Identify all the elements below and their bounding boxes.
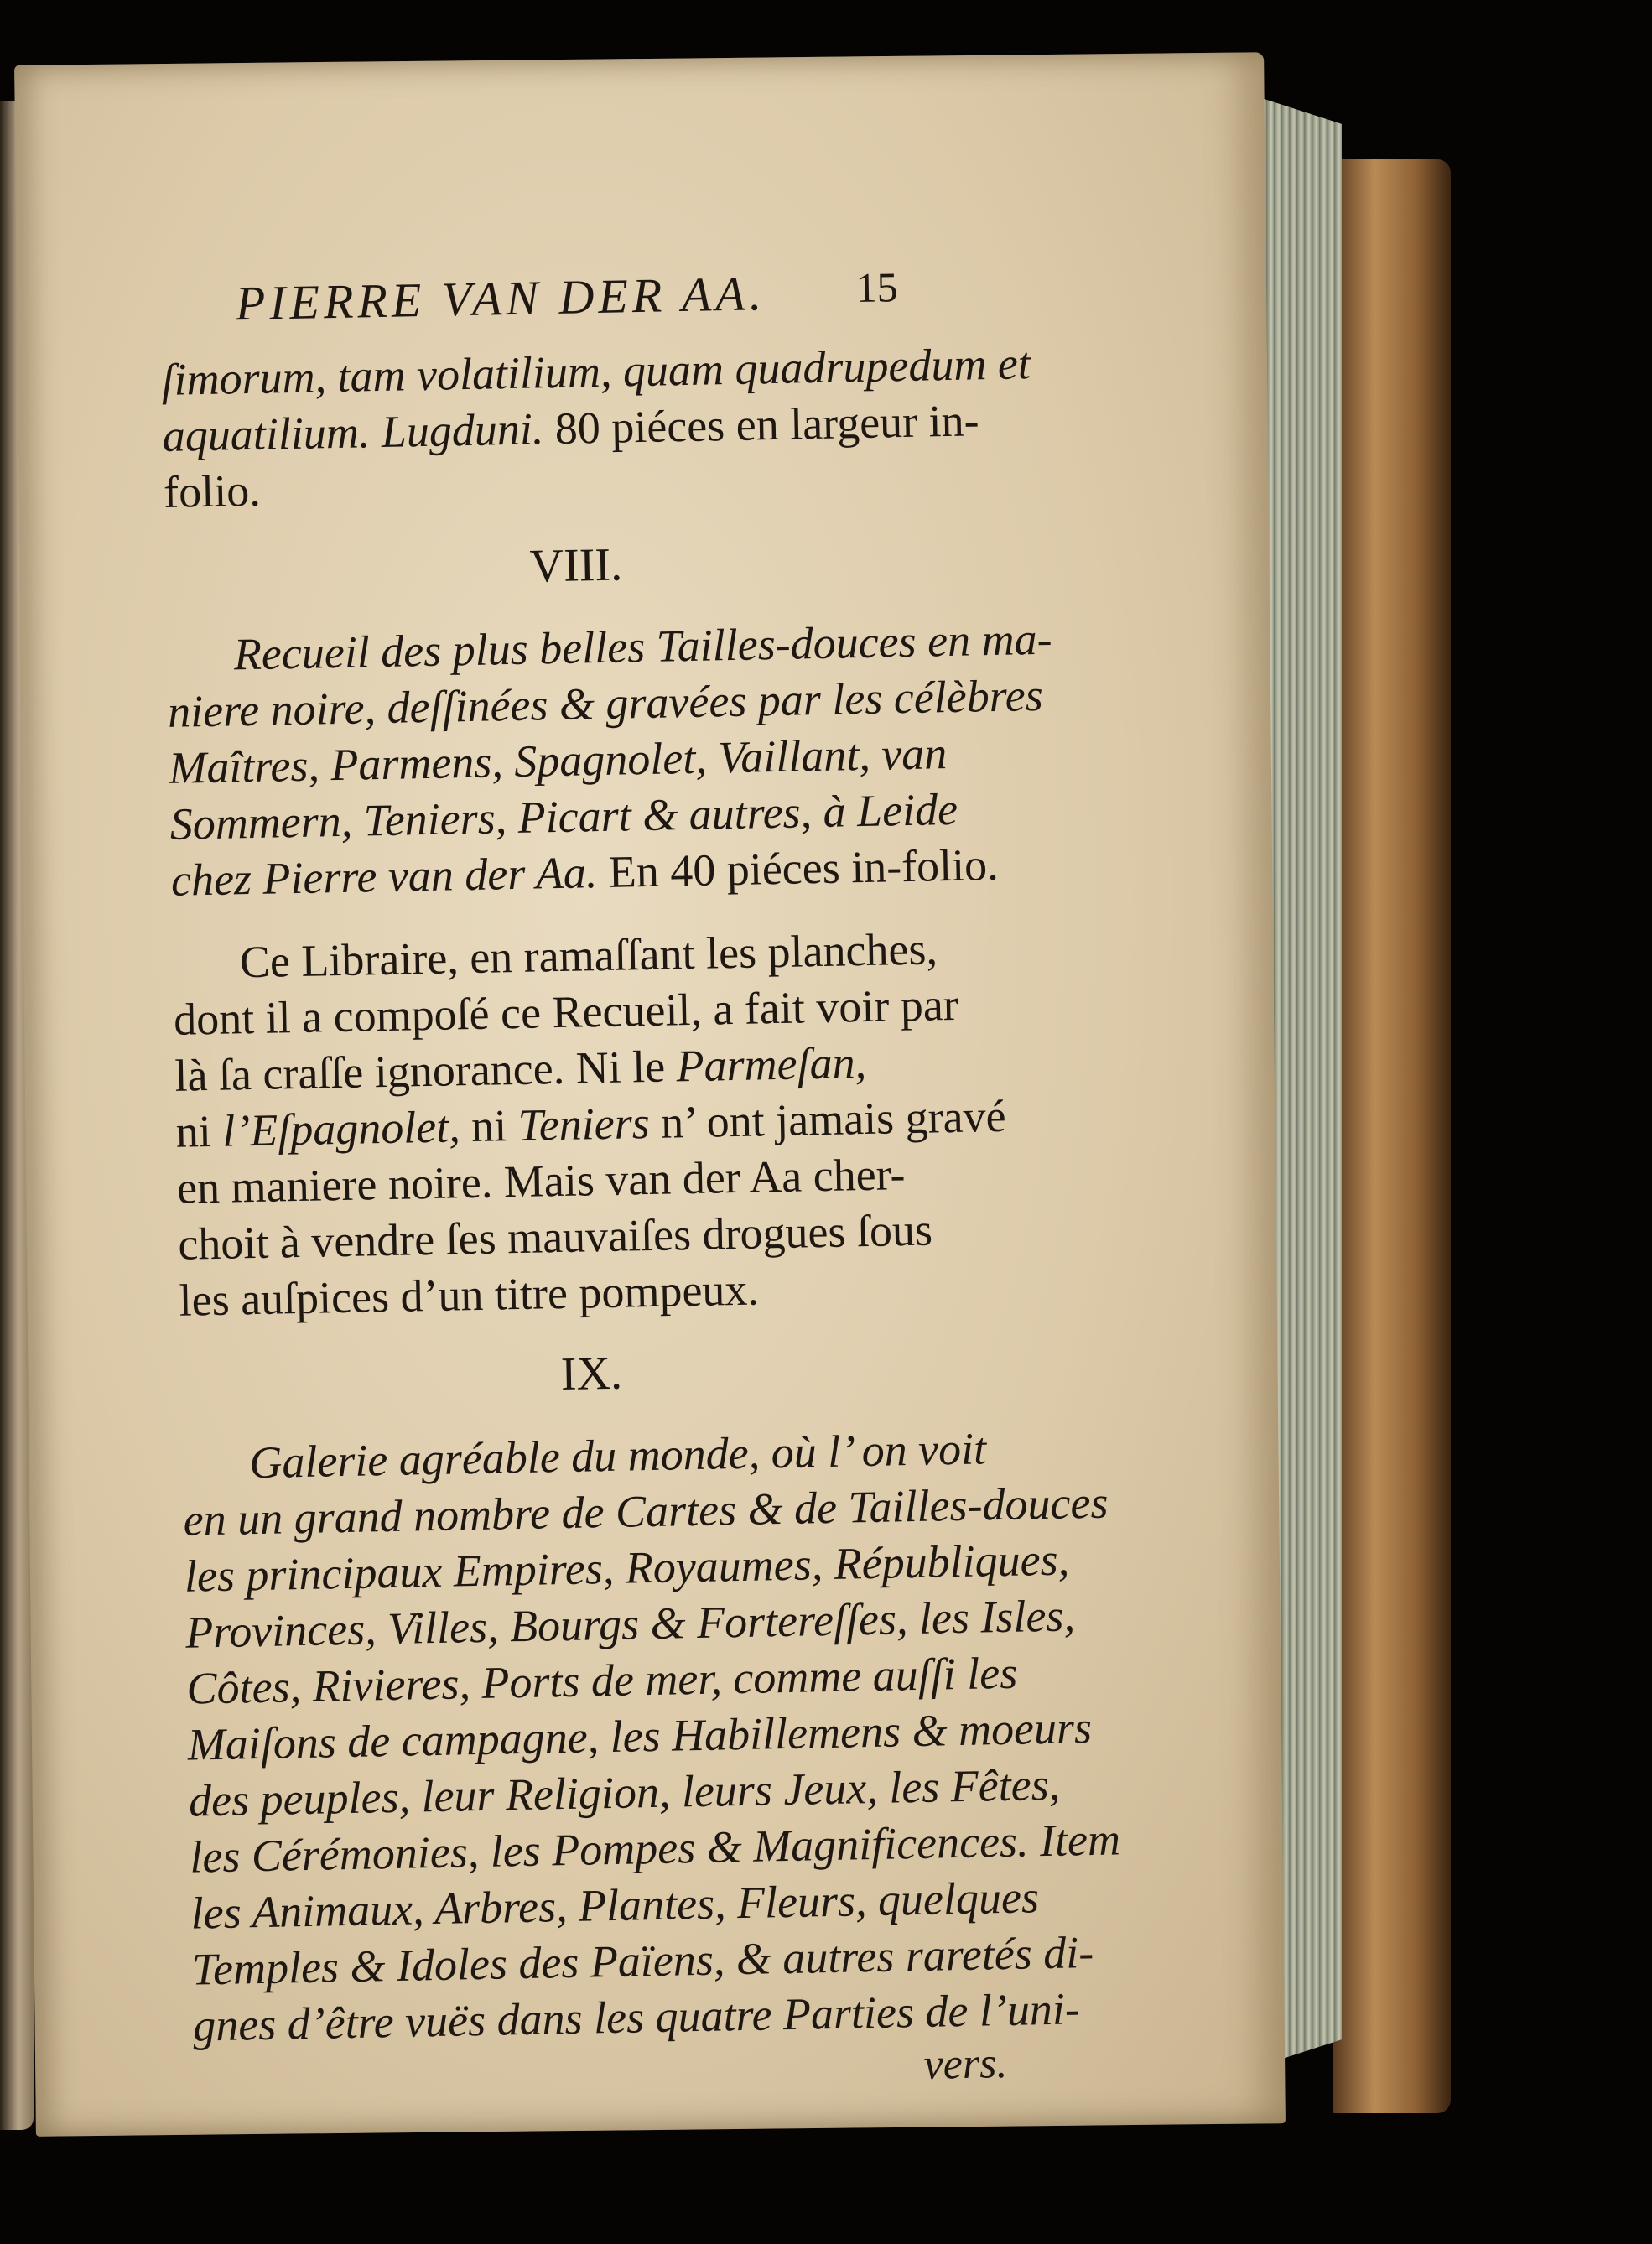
section-numeral-ix: IX. — [560, 1347, 623, 1401]
text-run: Maîtres, Parmens, Spagnolet, Vaillant, van — [168, 728, 948, 793]
text-run: les principaux Empires, Royaumes, Républiques, — [184, 1534, 1070, 1602]
text-run: Recueil des plus belles Tailles-douces en ma- — [233, 613, 1053, 680]
text-run: choit à vendre ſes mauvaiſes drogues ſous — [177, 1204, 933, 1270]
text-run: 80 piéces en largeur in- — [543, 395, 980, 455]
text-run: des peuples, leur Religion, leurs Jeux, les Fêtes, — [188, 1758, 1061, 1826]
text-run: les Animaux, Arbres, Plantes, Fleurs, quelques — [190, 1872, 1040, 1939]
text-run: folio. — [163, 465, 262, 517]
text-run: là ſa craſſe ignorance. Ni le — [174, 1041, 678, 1101]
text-run: gnes d’être vuës dans les quatre Parties de l’uni- — [192, 1983, 1081, 2051]
text-run: n’ ont jamais gravé — [649, 1090, 1007, 1148]
text-run: Ce Libraire, en ramaſſant les planches, — [239, 923, 938, 988]
text-run: niere noire, deſſinées & gravées par les célèbres — [167, 669, 1044, 737]
text-run: Teniers — [517, 1097, 651, 1151]
text-run: les Cérémonies, les Pompes & Magnificences. Item — [189, 1814, 1121, 1883]
book-cover-edge — [1333, 159, 1451, 2113]
text-run: En 40 piéces in-folio. — [596, 839, 1000, 898]
page-text — [159, 252, 1121, 2104]
text-run: Sommern, Teniers, Picart & autres, à Leide — [169, 783, 958, 849]
text-run: dont il a compoſé ce Recueil, a fait voir par — [173, 979, 959, 1045]
section-numeral-viii: VIII. — [529, 538, 623, 593]
text-run: Maiſons de campagne, les Habillemens & moeurs — [187, 1701, 1093, 1770]
running-title: PIERRE VAN DER AA. — [235, 266, 766, 331]
page-number: 15 — [855, 263, 899, 312]
text-run: l’Eſpagnolet, — [221, 1101, 461, 1156]
running-head — [159, 252, 983, 344]
text-run: chez Pierre van der Aa. — [170, 847, 598, 906]
text-run: ni — [175, 1105, 223, 1157]
text-run: Provinces, Villes, Bourgs & Fortereſſes, les Isles, — [184, 1590, 1076, 1658]
text-run: en un grand nombre de Cartes & de Tailles-douces — [183, 1477, 1109, 1545]
text-run: Temples & Idoles des Païens, & autres raretés di- — [191, 1926, 1094, 1995]
text-run: Galerie agréable du monde, où l’ on voit — [248, 1423, 987, 1488]
text-run: Côtes, Rivieres, Ports de mer, comme auſſi les — [185, 1647, 1018, 1714]
text-run: aquatilium. Lugduni. — [162, 403, 544, 461]
catchword: vers. — [923, 2039, 1008, 2089]
text-run: ni — [460, 1099, 519, 1152]
section-ix-title — [182, 1421, 1121, 2054]
text-run: en maniere noire. Mais van der Aa cher- — [176, 1149, 907, 1213]
text-run: Parmeſan, — [676, 1036, 867, 1092]
top-entry — [160, 336, 1031, 521]
section-viii-paragraph — [172, 920, 1007, 1329]
section-viii-title — [166, 612, 1053, 909]
text-run: ſimorum, tam volatilium, quam quadrupedum et — [160, 338, 1031, 405]
text-run: les auſpices d’un titre pompeux. — [179, 1264, 760, 1326]
